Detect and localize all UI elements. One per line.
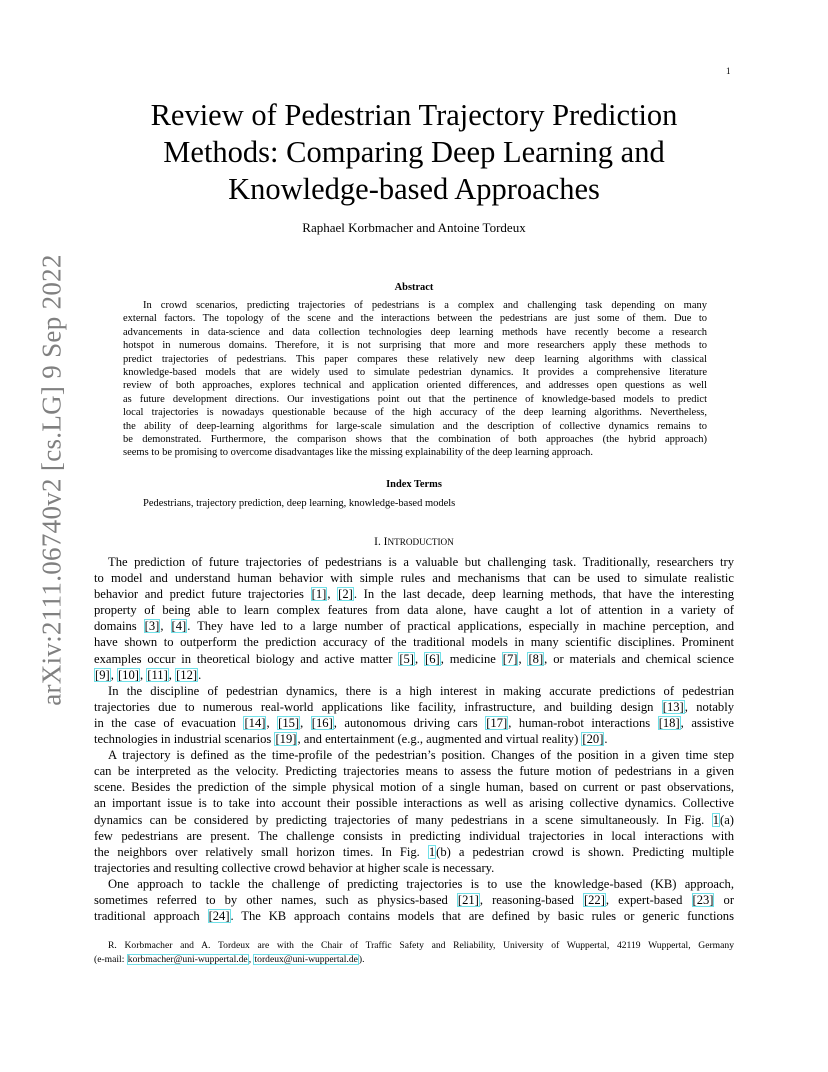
citation-link[interactable]: [2] bbox=[338, 587, 353, 602]
text-run: One approach to tackle the challenge of predicting trajectories is to use the knowledge-based (KB) approach, bbox=[108, 876, 734, 891]
citation-link[interactable]: [1] bbox=[311, 587, 327, 602]
citation-link[interactable]: 1 bbox=[428, 844, 436, 859]
paragraph-line bbox=[94, 602, 734, 618]
text-run: . They have led to a large number of practical applications, especially in machine perception, and bbox=[187, 619, 735, 634]
citation-link[interactable]: 1 bbox=[712, 812, 720, 827]
title-line: Methods: Comparing Deep Learning and bbox=[163, 135, 665, 169]
text-run: , bbox=[139, 667, 147, 682]
paragraph-line bbox=[94, 683, 734, 699]
paragraph-line bbox=[94, 763, 734, 779]
abstract-line: seems to be promising to overcome disadvantages like the missing explainability of the deep learning approach. bbox=[123, 447, 594, 459]
citation-link[interactable]: [12] bbox=[176, 667, 198, 682]
paragraph-line bbox=[94, 828, 734, 844]
paragraph-line bbox=[94, 731, 734, 747]
text-run: trajectories due to numerous real-world applications like facility, infrastructure, and building design bbox=[94, 699, 662, 714]
paragraph-line bbox=[94, 779, 734, 795]
introduction-body bbox=[94, 554, 734, 924]
text-run: . The KB approach contains models that are defined by basic rules or generic functions bbox=[230, 909, 734, 924]
text-run: can be interpreted as the velocity. Predicting trajectories means to assess the future motion of pedestrians in a given bbox=[94, 764, 734, 779]
paragraph-line bbox=[94, 876, 734, 892]
footnote-email-line bbox=[94, 953, 734, 967]
paragraph-line bbox=[94, 634, 734, 650]
text-run: property of being able to learn complex features from data alone, have caught a lot of attention in a variety of bbox=[94, 603, 734, 618]
citation-link[interactable]: [16] bbox=[311, 715, 333, 730]
paragraph-line bbox=[94, 667, 734, 683]
text-run: (b) a pedestrian crowd is shown. Predicting multiple bbox=[436, 844, 734, 859]
index-terms-heading: Index Terms bbox=[386, 479, 442, 490]
citation-link[interactable]: [4] bbox=[171, 619, 187, 634]
abstract-line: local trajectories is nowadays questionable because of the high accuracy of the deep learning algorithms. Nevertheless, bbox=[123, 407, 707, 419]
citation-link[interactable]: [3] bbox=[144, 619, 160, 634]
abstract-heading: Abstract bbox=[394, 282, 434, 293]
text-run: in the case of evacuation bbox=[94, 715, 244, 730]
paragraph-line bbox=[94, 618, 734, 634]
text-run: to model and understand human behavior with simple rules and mechanisms that can be used to simulate realistic bbox=[94, 571, 734, 586]
abstract-line: external factors. The topology of the scene and the interactions between the pedestrians are just some of them. Due to bbox=[123, 313, 707, 325]
citation-link[interactable]: [7] bbox=[502, 651, 518, 666]
text-run: technologies in industrial scenarios bbox=[94, 732, 275, 747]
citation-link[interactable]: [17] bbox=[486, 715, 508, 730]
index-terms-text: Pedestrians, trajectory prediction, deep learning, knowledge-based models bbox=[143, 498, 456, 509]
text-run: . bbox=[604, 732, 608, 747]
citation-link[interactable]: [23] bbox=[692, 892, 714, 907]
text-run: examples occur in theoretical biology and active matter bbox=[94, 651, 399, 666]
citation-link[interactable]: [9] bbox=[95, 667, 110, 682]
abstract-line: advancements in data-science and data collection technologies deep learning methods have recently become a research bbox=[123, 326, 707, 338]
text-run: , medicine bbox=[440, 651, 502, 666]
text-run: trajectories and resulting collective crowd behavior at higher scale is necessary. bbox=[94, 860, 495, 875]
citation-link[interactable]: [6] bbox=[425, 651, 440, 666]
text-run: , bbox=[160, 619, 171, 634]
text-run: In the discipline of pedestrian dynamics, there is a high interest in making accurate predictions of pedestrian bbox=[108, 683, 734, 698]
paragraph-line bbox=[94, 844, 734, 860]
citation-link[interactable]: [11] bbox=[147, 667, 168, 682]
footnote-affiliation: R. Korbmacher and A. Tordeux are with the Chair of Traffic Safety and Reliability, University of Wuppertal, 42119 Wuppertal, Germany bbox=[108, 940, 734, 951]
abstract-line: predict trajectories of pedestrians. This paper compares these relatively new deep learning algorithms with classical bbox=[123, 353, 707, 365]
author-list: Raphael Korbmacher and Antoine Tordeux bbox=[302, 220, 526, 235]
text-run: , autonomous driving cars bbox=[333, 715, 486, 730]
text-run: , human-robot interactions bbox=[508, 715, 658, 730]
abstract-line: hotspot in numerous domains. Therefore, it is not surprising that more and more researchers apply these methods to bbox=[123, 340, 707, 352]
text-run: have shown to outperform the prediction accuracy of the traditional models in many scientific disciplines. Prominent bbox=[94, 635, 734, 650]
text-run: , bbox=[168, 667, 176, 682]
paragraph-line bbox=[94, 554, 734, 570]
email-link-tordeux[interactable]: tordeux@uni-wuppertal.de bbox=[254, 954, 358, 965]
text-run: , assistive bbox=[680, 715, 735, 730]
citation-link[interactable]: [8] bbox=[528, 651, 544, 666]
arxiv-identifier-stamp: arXiv:2111.06740v2 [cs.LG] 9 Sep 2022 bbox=[36, 254, 67, 706]
citation-link[interactable]: [15] bbox=[278, 715, 300, 730]
paragraph-line bbox=[94, 860, 734, 876]
paper-title bbox=[90, 97, 738, 208]
text-run: an important issue is to take into account their possible interactions as well as arising collective dynamics. Collective bbox=[94, 796, 734, 811]
author-affiliation-footnote bbox=[94, 939, 734, 967]
text-run: . bbox=[198, 667, 202, 682]
citation-link[interactable]: [20] bbox=[582, 732, 604, 747]
title-line: Knowledge-based Approaches bbox=[228, 172, 600, 206]
section-numeral: I. bbox=[374, 536, 381, 548]
text-run: scene. Besides the prediction of the simple physical motion of a single human, based on current or past observations, bbox=[94, 780, 734, 795]
section-heading-introduction bbox=[90, 536, 738, 548]
text-run: , bbox=[327, 587, 338, 602]
text-run: , bbox=[110, 667, 117, 682]
footnote-email-separator: , bbox=[248, 954, 254, 965]
paragraph-line bbox=[94, 795, 734, 811]
text-run: , notably bbox=[684, 699, 735, 714]
text-run: (a) bbox=[720, 812, 734, 827]
abstract-line: be demonstrated. Furthermore, the comparison shows that the combination of both approaches (the hybrid approach) bbox=[123, 434, 707, 446]
citation-link[interactable]: [22] bbox=[583, 892, 605, 907]
paragraph-line bbox=[94, 892, 734, 908]
paragraph-line bbox=[94, 570, 734, 586]
footnote-email-prefix: (e-mail: bbox=[94, 954, 127, 965]
abstract-line: knowledge-based models that are widely used to simulate pedestrian dynamics. It provides a comprehensive literature bbox=[123, 367, 707, 379]
paragraph-line bbox=[94, 715, 734, 731]
paragraph-line bbox=[94, 812, 734, 828]
page-number: 1 bbox=[726, 66, 731, 76]
paragraph-line bbox=[94, 651, 734, 667]
text-run: traditional approach bbox=[94, 909, 208, 924]
text-run: , reasoning-based bbox=[479, 892, 583, 907]
citation-link[interactable]: [13] bbox=[662, 699, 684, 714]
text-run: , and entertainment (e.g., augmented and virtual reality) bbox=[297, 732, 582, 747]
text-run: , bbox=[518, 651, 528, 666]
abstract-line: review of both approaches, explores technical and application oriented differences, and addresses open questions as well bbox=[123, 380, 707, 392]
paragraph-line bbox=[94, 908, 734, 924]
abstract-line: as future development directions. Our investigations point out that the pertinence of knowledge-based models to predict bbox=[123, 393, 707, 405]
section-title-initial: I bbox=[383, 536, 388, 548]
citation-link[interactable]: [18] bbox=[658, 715, 680, 730]
text-run: behavior and predict future trajectories bbox=[94, 587, 311, 602]
text-run: A trajectory is defined as the time-profile of the pedestrian’s position. Changes of the position in a given time step bbox=[108, 748, 734, 763]
abstract-line: In crowd scenarios, predicting trajectories of pedestrians is a complex and challenging task depending on many bbox=[143, 300, 707, 311]
text-run: domains bbox=[94, 619, 144, 634]
citation-link[interactable]: [5] bbox=[399, 651, 414, 666]
text-run: , or materials and chemical science bbox=[544, 651, 735, 666]
text-run: The prediction of future trajectories of pedestrians is a valuable but challenging task. Traditionally, researchers try bbox=[108, 555, 734, 569]
text-run: or bbox=[714, 892, 735, 907]
citation-link[interactable]: [21] bbox=[457, 892, 479, 907]
email-link-korbmacher[interactable]: korbmacher@uni-wuppertal.de bbox=[127, 954, 248, 965]
section-title-rest: NTRODUCTION bbox=[387, 537, 454, 547]
paragraph-line bbox=[94, 699, 734, 715]
paragraph-line bbox=[94, 747, 734, 763]
abstract-body bbox=[123, 299, 707, 460]
text-run: sometimes referred to by other names, such as physics-based bbox=[94, 892, 457, 907]
paragraph-line bbox=[94, 586, 734, 602]
text-run: few pedestrians are present. The challenge consists in predicting individual trajectories in local interactions with bbox=[94, 828, 734, 843]
citation-link[interactable]: [19] bbox=[275, 732, 297, 747]
text-run: . In the last decade, deep learning methods, that have the interesting bbox=[353, 587, 735, 602]
text-run: , bbox=[415, 651, 425, 666]
citation-link[interactable]: [10] bbox=[117, 667, 139, 682]
citation-link[interactable]: [14] bbox=[244, 715, 266, 730]
footnote-email-suffix: ). bbox=[358, 954, 365, 965]
text-run: , bbox=[266, 715, 278, 730]
text-run: , expert-based bbox=[605, 892, 692, 907]
title-line: Review of Pedestrian Trajectory Prediction bbox=[150, 98, 678, 132]
text-run: dynamics can be considered by predicting trajectories of many pedestrians in a scene simultaneously. In Fig. bbox=[94, 812, 712, 827]
abstract-line: the ability of deep-learning algorithms for large-scale simulation and the description of collective dynamics remains to bbox=[123, 420, 707, 432]
citation-link[interactable]: [24] bbox=[208, 909, 230, 924]
text-run: , bbox=[300, 715, 311, 730]
text-run: the neighbors over relatively small horizon times. In Fig. bbox=[94, 844, 428, 859]
